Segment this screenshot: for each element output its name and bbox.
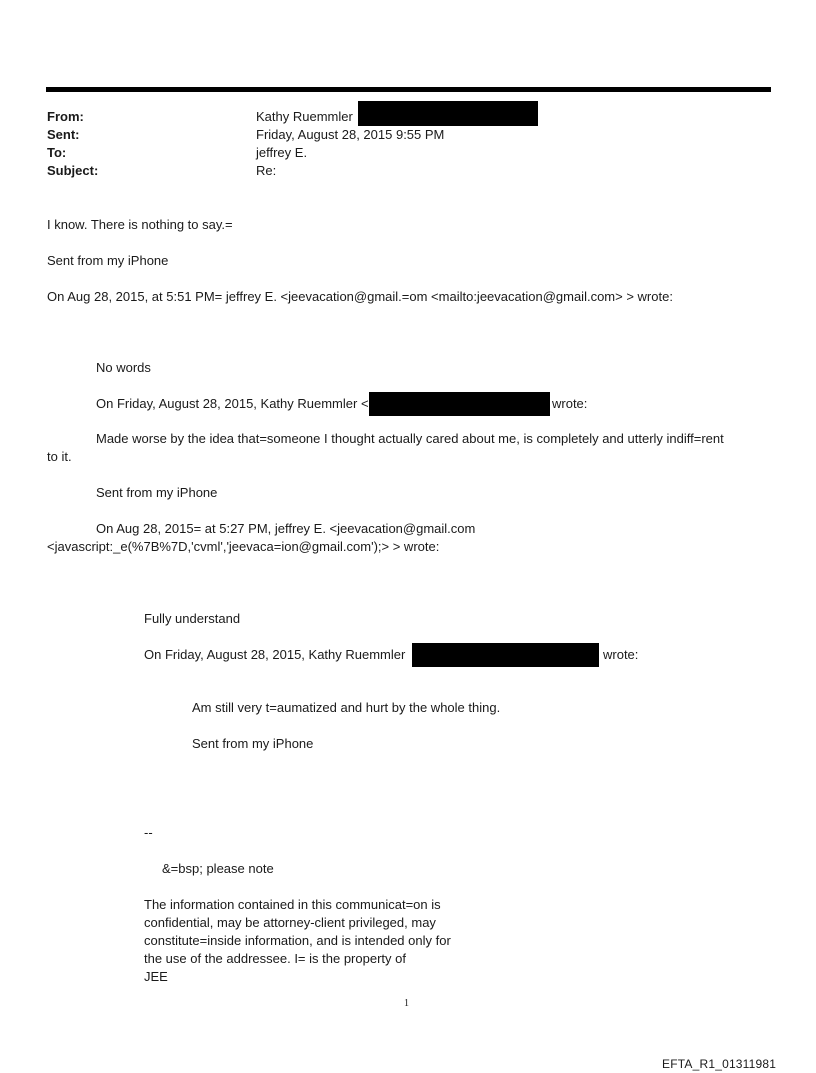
quote-line: Made worse by the idea that=someone I thought actually cared about me, is completely and utterly indiff=rent (96, 431, 724, 446)
body-line: Sent from my iPhone (47, 253, 169, 268)
disclaimer-line: confidential, may be attorney-client privileged, may (144, 915, 436, 930)
quote-line: Am still very t=aumatized and hurt by the whole thing. (192, 700, 501, 715)
page-number: 1 (404, 998, 409, 1009)
sent-value: Friday, August 28, 2015 9:55 PM (256, 127, 445, 142)
quote-line: On Friday, August 28, 2015, Kathy Ruemmler < (96, 396, 369, 411)
quote-line: No words (96, 360, 151, 375)
to-value: jeffrey E. (256, 145, 308, 160)
document-id: EFTA_R1_01311981 (662, 1057, 777, 1071)
redaction-box (358, 101, 538, 126)
disclaimer-line: The information contained in this communicat=on is (144, 897, 441, 912)
sent-label: Sent: (47, 127, 80, 142)
from-label: From: (47, 109, 84, 124)
redaction-box (369, 392, 550, 416)
subject-label: Subject: (47, 163, 99, 178)
quote-line: Sent from my iPhone (96, 485, 218, 500)
header-rule (46, 87, 771, 92)
disclaimer-line: constitute=inside information, and is intended only for (144, 933, 451, 948)
quote-line: On Friday, August 28, 2015, Kathy Ruemmler (144, 647, 406, 662)
subject-value: Re: (256, 163, 277, 178)
signature-dash: -- (144, 825, 153, 840)
to-label: To: (47, 145, 67, 160)
redaction-box (412, 643, 599, 667)
quote-line: wrote: (603, 647, 639, 662)
disclaimer-line: the use of the addressee. I= is the property of (144, 951, 406, 966)
quote-line: Sent from my iPhone (192, 736, 314, 751)
disclaimer-line: JEE (144, 969, 168, 984)
body-line: On Aug 28, 2015, at 5:51 PM= jeffrey E. <jeevacation@gmail.=om <mailto:jeevacation@gmail.com> > wrote: (47, 289, 673, 304)
from-value: Kathy Ruemmler (256, 109, 353, 124)
quote-line: wrote: (552, 396, 588, 411)
quote-line: On Aug 28, 2015= at 5:27 PM, jeffrey E. <jeevacation@gmail.com (96, 521, 476, 536)
signature-note: &=bsp; please note (162, 861, 274, 876)
body-line: I know. There is nothing to say.= (47, 217, 233, 232)
quote-line: <javascript:_e(%7B%7D,'cvml','jeevaca=ion@gmail.com');> > wrote: (47, 539, 440, 554)
quote-line: Fully understand (144, 611, 241, 626)
quote-line: to it. (47, 449, 72, 464)
